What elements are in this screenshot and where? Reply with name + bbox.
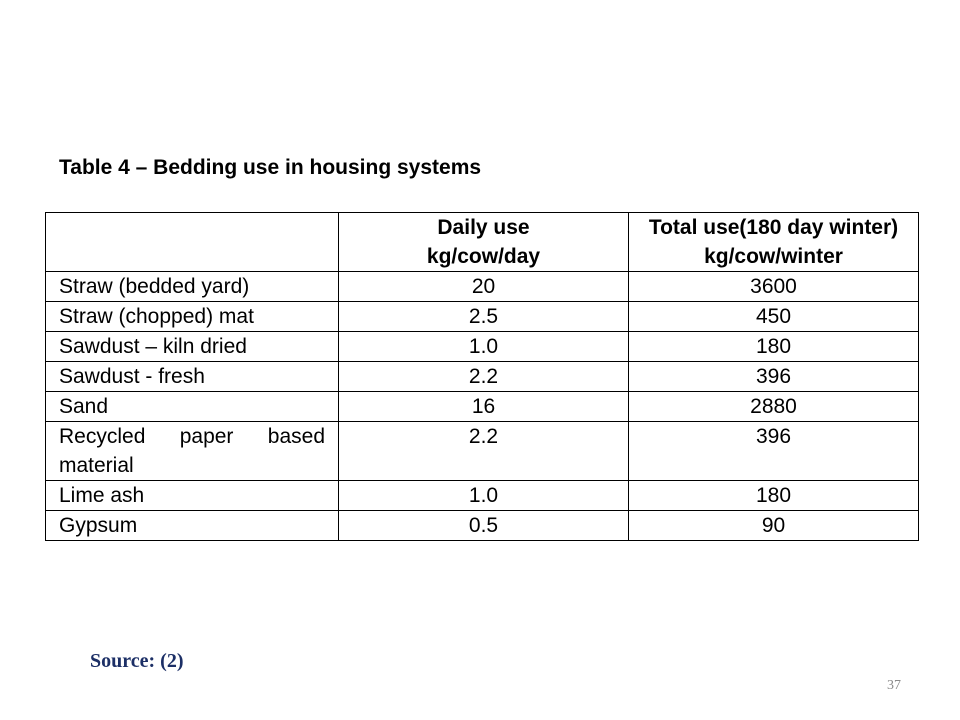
cell-total: 396 bbox=[629, 362, 919, 392]
cell-material: Gypsum bbox=[46, 511, 339, 541]
cell-material: Recycled paper based material bbox=[46, 422, 339, 481]
cell-material: Straw (chopped) mat bbox=[46, 302, 339, 332]
cell-material: Sand bbox=[46, 392, 339, 422]
cell-daily: 0.5 bbox=[339, 511, 629, 541]
cell-daily: 20 bbox=[339, 272, 629, 302]
table-row bbox=[46, 481, 919, 511]
cell-material: Sawdust – kiln dried bbox=[46, 332, 339, 362]
header-material bbox=[46, 213, 339, 272]
table-title: Table 4 – Bedding use in housing systems bbox=[59, 156, 482, 179]
header-total-use: Total use(180 day winter) kg/cow/winter bbox=[629, 213, 919, 272]
bedding-table bbox=[45, 212, 919, 541]
header-daily-use: Daily use kg/cow/day bbox=[339, 213, 629, 272]
table-row bbox=[46, 302, 919, 332]
cell-material: Straw (bedded yard) bbox=[46, 272, 339, 302]
cell-total: 2880 bbox=[629, 392, 919, 422]
page-number: 37 bbox=[887, 678, 901, 693]
cell-total: 180 bbox=[629, 332, 919, 362]
table-row bbox=[46, 392, 919, 422]
cell-total: 180 bbox=[629, 481, 919, 511]
cell-material: Sawdust - fresh bbox=[46, 362, 339, 392]
table-row bbox=[46, 272, 919, 302]
cell-daily: 16 bbox=[339, 392, 629, 422]
cell-total: 396 bbox=[629, 422, 919, 481]
source-citation: Source: (2) bbox=[90, 650, 184, 672]
table-row bbox=[46, 362, 919, 392]
table-row bbox=[46, 332, 919, 362]
cell-daily: 1.0 bbox=[339, 332, 629, 362]
cell-daily: 2.2 bbox=[339, 362, 629, 392]
table-row bbox=[46, 511, 919, 541]
cell-material: Lime ash bbox=[46, 481, 339, 511]
cell-daily: 2.5 bbox=[339, 302, 629, 332]
cell-total: 450 bbox=[629, 302, 919, 332]
cell-total: 3600 bbox=[629, 272, 919, 302]
cell-total: 90 bbox=[629, 511, 919, 541]
cell-daily: 2.2 bbox=[339, 422, 629, 481]
cell-daily: 1.0 bbox=[339, 481, 629, 511]
table-row bbox=[46, 422, 919, 481]
table-header-row bbox=[46, 213, 919, 272]
